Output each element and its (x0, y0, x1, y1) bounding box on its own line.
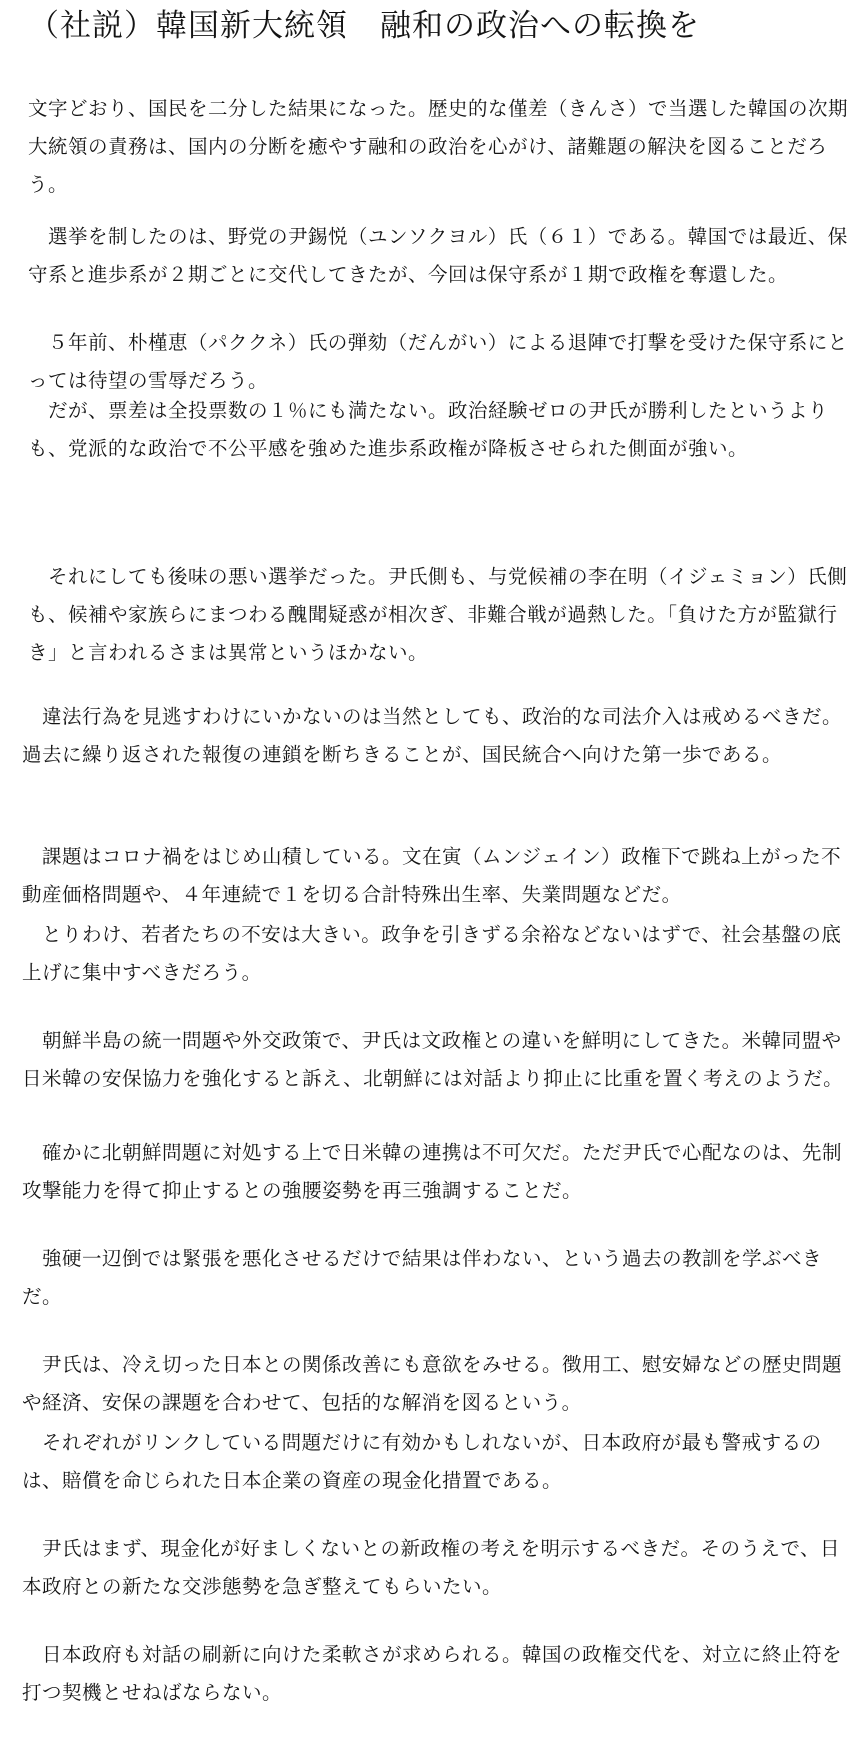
article-paragraph: 違法行為を見逃すわけにいかないのは当然としても、政治的な司法介入は戒めるべきだ。過去に繰り返された報復の連鎖を断ちきることが、国民統合へ向けた第一歩である。 (22, 705, 843, 766)
article-paragraph: 確かに北朝鮮問題に対処する上で日米韓の連携は不可欠だ。ただ尹氏で心配なのは、先制攻撃能力を得て抑止するとの強腰姿勢を再三強調することだ。 (22, 1141, 843, 1202)
article-paragraph: 強硬一辺倒では緊張を悪化させるだけで結果は伴わない、という過去の教訓を学ぶべきだ。 (22, 1247, 823, 1308)
article-paragraph: 選挙を制したのは、野党の尹錫悦（ユンソクヨル）氏（６１）である。韓国では最近、保守系と進歩系が２期ごとに交代してきたが、今回は保守系が１期で政権を奪還した。 (28, 225, 848, 286)
article-paragraph: 尹氏はまず、現金化が好ましくないとの新政権の考えを明示するべきだ。そのうえで、日本政府との新たな交渉態勢を急ぎ整えてもらいたい。 (22, 1537, 841, 1598)
article-paragraph: だが、票差は全投票数の１％にも満たない。政治経験ゼロの尹氏が勝利したというよりも、党派的な政治で不公平感を強めた進歩系政権が降板させられた側面が強い。 (28, 399, 829, 460)
article-title: （社説）韓国新大統領 融和の政治への転換を (28, 8, 700, 44)
article-paragraph: 日本政府も対話の刷新に向けた柔軟さが求められる。韓国の政権交代を、対立に終止符を打つ契機とせねばならない。 (22, 1643, 843, 1704)
article-paragraph: とりわけ、若者たちの不安は大きい。政争を引きずる余裕などないはずで、社会基盤の底上げに集中すべきだろう。 (22, 923, 842, 984)
article-paragraph: ５年前、朴槿恵（パククネ）氏の弾劾（だんがい）による退陣で打撃を受けた保守系にとっては待望の雪辱だろう。 (28, 331, 848, 392)
article-paragraph: 尹氏は、冷え切った日本との関係改善にも意欲をみせる。徴用工、慰安婦などの歴史問題や経済、安保の課題を合わせて、包括的な解消を図るという。 (22, 1353, 843, 1414)
article-paragraph: それぞれがリンクしている問題だけに有効かもしれないが、日本政府が最も警戒するのは、賠償を命じられた日本企業の資産の現金化措置である。 (22, 1431, 822, 1492)
article-paragraph: それにしても後味の悪い選挙だった。尹氏側も、与党候補の李在明（イジェミョン）氏側も、候補や家族らにまつわる醜聞疑惑が相次ぎ、非難合戦が過熱した。「負けた方が監獄行き」と言われるさまは異常というほかない。 (28, 565, 848, 664)
article-paragraph: 課題はコロナ禍をはじめ山積している。文在寅（ムンジェイン）政権下で跳ね上がった不動産価格問題や、４年連続で１を切る合計特殊出生率、失業問題などだ。 (22, 845, 842, 906)
article-paragraph: 朝鮮半島の統一問題や外交政策で、尹氏は文政権との違いを鮮明にしてきた。米韓同盟や日米韓の安保協力を強化すると訴え、北朝鮮には対話より抑止に比重を置く考えのようだ。 (22, 1029, 844, 1090)
article-paragraph: 文字どおり、国民を二分した結果になった。歴史的な僅差（きんさ）で当選した韓国の次期大統領の責務は、国内の分断を癒やす融和の政治を心がけ、諸難題の解決を図ることだろう。 (28, 97, 849, 196)
